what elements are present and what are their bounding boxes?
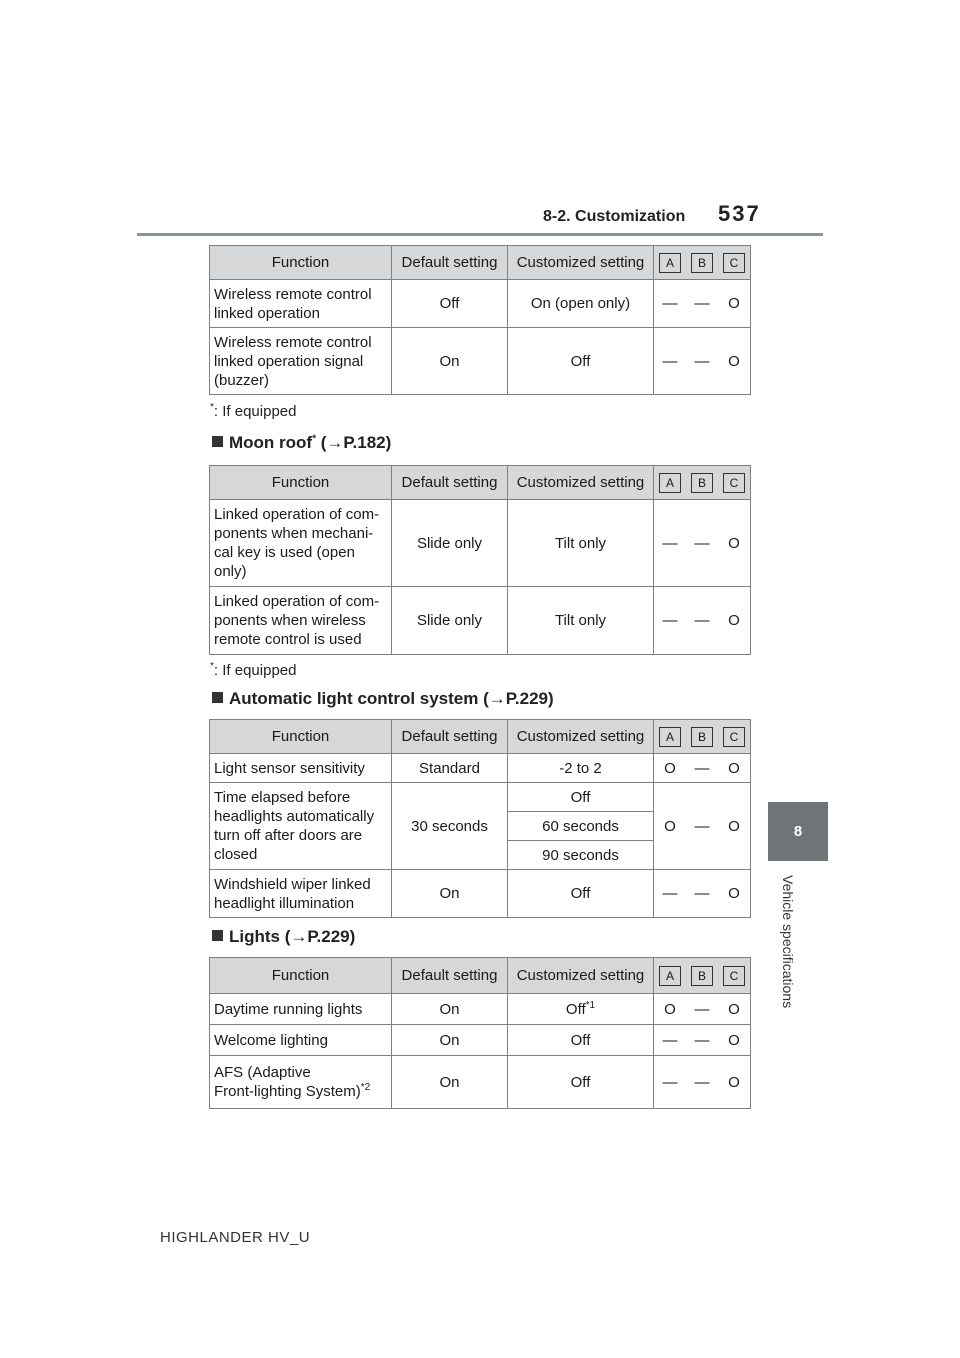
function-line: AFS (Adaptive xyxy=(214,1064,311,1081)
header-default: Default setting xyxy=(392,246,508,280)
customized-cell: Off xyxy=(508,1056,654,1109)
flag-c: O xyxy=(728,295,740,312)
box-c-icon: C xyxy=(723,727,745,747)
default-cell: Off xyxy=(392,280,508,328)
table-row xyxy=(210,328,751,395)
table-row xyxy=(210,754,751,783)
header-abc xyxy=(654,466,751,500)
footer-model: HIGHLANDER HV_U xyxy=(160,1229,311,1246)
table-header-row xyxy=(210,246,751,280)
table-row xyxy=(210,500,751,587)
flag-a: O xyxy=(664,759,676,777)
flag-b: — xyxy=(694,295,710,312)
header-default: Default setting xyxy=(392,720,508,754)
box-b-icon: B xyxy=(691,473,713,493)
default-cell: Standard xyxy=(392,754,508,783)
heading-lights xyxy=(212,927,355,947)
abc-cell xyxy=(654,500,751,587)
footnote-star: * xyxy=(210,402,214,413)
flag-c: O xyxy=(728,1073,740,1091)
heading-text: Moon roof xyxy=(229,433,313,452)
bullet-square-icon xyxy=(212,930,223,941)
default-cell: On xyxy=(392,328,508,395)
function-line: Front-lighting System) xyxy=(214,1083,361,1100)
flag-c: O xyxy=(728,352,740,370)
function-cell xyxy=(210,1056,392,1109)
chapter-label: Vehicle specifications xyxy=(780,875,796,1009)
automatic-light-table xyxy=(209,719,751,918)
header-customized: Customized setting xyxy=(508,246,654,280)
abc-cell xyxy=(654,754,751,783)
flag-b: — xyxy=(694,534,710,552)
abc-cell xyxy=(654,994,751,1025)
flag-c: O xyxy=(728,759,740,777)
function-cell: Wireless remote control linked operation signal (buzzer) xyxy=(210,328,392,395)
box-b-icon: B xyxy=(691,253,713,273)
default-cell: 30 seconds xyxy=(392,783,508,870)
customized-text: Off xyxy=(565,1000,586,1018)
default-cell: On xyxy=(392,1056,508,1109)
wireless-remote-table xyxy=(209,245,751,395)
footnote-if-equipped xyxy=(210,403,296,420)
box-c-icon: C xyxy=(723,966,745,986)
page-reference-link[interactable]: (→P.182) xyxy=(320,433,392,452)
function-cell: Welcome lighting xyxy=(210,1025,392,1056)
default-cell: On xyxy=(392,994,508,1025)
flag-a: — xyxy=(662,885,678,902)
table-row xyxy=(210,870,751,918)
flag-b: — xyxy=(694,352,710,370)
customized-cell: Off xyxy=(508,328,654,395)
chapter-tab[interactable] xyxy=(768,802,828,861)
footnote-text: : If equipped xyxy=(213,403,297,420)
abc-cell xyxy=(654,870,751,918)
table-row xyxy=(210,783,751,812)
customized-cell: Tilt only xyxy=(508,500,654,587)
default-cell: On xyxy=(392,1025,508,1056)
footnote-if-equipped xyxy=(210,662,296,679)
bullet-square-icon xyxy=(212,436,223,447)
customized-cell: -2 to 2 xyxy=(508,754,654,783)
table-header-row xyxy=(210,958,751,994)
flag-c: O xyxy=(728,1000,740,1018)
table-header-row xyxy=(210,466,751,500)
abc-cell xyxy=(654,328,751,395)
section-title: 8-2. Customization xyxy=(543,208,686,225)
bullet-square-icon xyxy=(212,692,223,703)
header-default: Default setting xyxy=(392,958,508,994)
box-c-icon: C xyxy=(723,253,745,273)
header-function: Function xyxy=(210,720,392,754)
flag-a: — xyxy=(662,352,678,370)
flag-b: — xyxy=(694,1031,710,1049)
header-customized: Customized setting xyxy=(508,466,654,500)
header-abc xyxy=(654,958,751,994)
page-number: 537 xyxy=(718,201,761,226)
abc-cell xyxy=(654,280,751,328)
table-row xyxy=(210,587,751,655)
heading-moon-roof xyxy=(212,433,391,453)
header-customized: Customized setting xyxy=(508,720,654,754)
flag-c: O xyxy=(728,885,740,902)
function-cell: Linked operation of com-ponents when wireless remote control is used xyxy=(210,587,392,655)
heading-star: * xyxy=(312,433,316,445)
flag-c: O xyxy=(728,1031,740,1049)
abc-cell xyxy=(654,783,751,870)
header-function: Function xyxy=(210,958,392,994)
header-customized: Customized setting xyxy=(508,958,654,994)
function-cell: Light sensor sensitivity xyxy=(210,754,392,783)
customized-cell: Off xyxy=(508,870,654,918)
flag-b: — xyxy=(694,1000,710,1018)
abc-cell xyxy=(654,587,751,655)
function-cell: Time elapsed before headlights automatically turn off after doors are closed xyxy=(210,783,392,870)
abc-cell xyxy=(654,1025,751,1056)
moon-roof-table xyxy=(209,465,751,655)
box-b-icon: B xyxy=(691,966,713,986)
heading-text: Automatic light control system (→P.229) xyxy=(229,689,554,708)
table-header-row xyxy=(210,720,751,754)
header-abc xyxy=(654,246,751,280)
flag-a: — xyxy=(662,1031,678,1049)
table-row xyxy=(210,1056,751,1109)
footnote-star: * xyxy=(210,661,214,672)
header-function: Function xyxy=(210,246,392,280)
box-b-icon: B xyxy=(691,727,713,747)
flag-a: O xyxy=(664,1000,676,1018)
customized-cell: Off xyxy=(508,783,654,812)
header-default: Default setting xyxy=(392,466,508,500)
customized-cell: Off xyxy=(508,1025,654,1056)
table-row xyxy=(210,994,751,1025)
flag-a: — xyxy=(662,612,678,629)
flag-b: — xyxy=(694,612,710,629)
box-a-icon: A xyxy=(659,966,681,986)
box-a-icon: A xyxy=(659,473,681,493)
header-rule xyxy=(137,233,823,236)
function-cell: Linked operation of com-ponents when mechani-cal key is used (open only) xyxy=(210,500,392,587)
customized-cell: 60 seconds xyxy=(508,812,654,841)
box-c-icon: C xyxy=(723,473,745,493)
header-abc xyxy=(654,720,751,754)
heading-text: Lights (→P.229) xyxy=(229,927,356,946)
header-function: Function xyxy=(210,466,392,500)
default-cell: Slide only xyxy=(392,500,508,587)
flag-c: O xyxy=(728,534,740,552)
flag-b: — xyxy=(694,885,710,902)
default-cell: Slide only xyxy=(392,587,508,655)
flag-c: O xyxy=(728,612,740,629)
flag-a: O xyxy=(664,817,676,835)
flag-b: — xyxy=(694,1073,710,1091)
customized-cell: Tilt only xyxy=(508,587,654,655)
function-cell: Daytime running lights xyxy=(210,994,392,1025)
table-row xyxy=(210,1025,751,1056)
customized-cell: On (open only) xyxy=(508,280,654,328)
footnote-ref: *2 xyxy=(360,1082,371,1093)
table-row xyxy=(210,280,751,328)
box-a-icon: A xyxy=(659,727,681,747)
chapter-number: 8 xyxy=(793,823,803,840)
default-cell: On xyxy=(392,870,508,918)
flag-a: — xyxy=(662,295,678,312)
flag-c: O xyxy=(728,817,740,835)
lights-table xyxy=(209,957,751,1109)
footnote-ref: *1 xyxy=(585,999,596,1011)
footnote-text: : If equipped xyxy=(213,662,297,679)
function-cell: Windshield wiper linked headlight illumination xyxy=(210,870,392,918)
customized-cell xyxy=(508,994,654,1025)
flag-b: — xyxy=(694,759,710,777)
abc-cell xyxy=(654,1056,751,1109)
flag-a: — xyxy=(662,1073,678,1091)
heading-automatic-light xyxy=(212,689,554,709)
flag-b: — xyxy=(694,817,710,835)
flag-a: — xyxy=(662,534,678,552)
customized-cell: 90 seconds xyxy=(508,841,654,870)
box-a-icon: A xyxy=(659,253,681,273)
function-cell: Wireless remote control linked operation xyxy=(210,280,392,328)
